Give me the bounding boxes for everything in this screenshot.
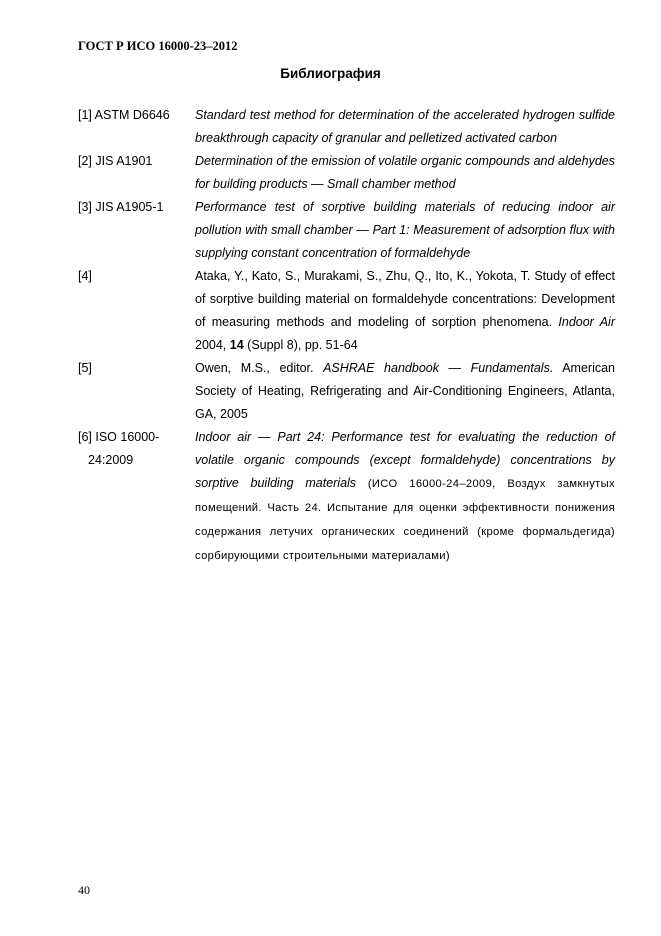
document-header: ГОСТ Р ИСО 16000-23–2012: [78, 39, 238, 53]
bib-ref: [4]: [78, 269, 92, 283]
bib-title: Indoor air — Part 24: Performance test for evaluating the reduction of volatile organic compounds (except formaldehyde) concentrations by sorptive building materials: [195, 430, 615, 490]
bib-authors-title: Ataka, Y., Kato, S., Murakami, S., Zhu, Q., Ito, K., Yokota, T. Study of effect of sorptive building material on formaldehyde concentrations: Development of measuring methods and modeling of sorption phenomena.: [195, 269, 615, 329]
bib-entry-4: [78, 265, 615, 357]
bib-volume: 14: [229, 338, 244, 352]
bibliography-title: Библиография: [280, 66, 381, 81]
bibliography-list: [78, 104, 615, 568]
bib-entry-5: [78, 357, 615, 426]
bib-year: 2004,: [195, 338, 227, 352]
bib-entry-6: [78, 426, 615, 568]
bib-journal: Indoor Air: [558, 315, 615, 329]
bib-ref-line2: 24:2009: [88, 453, 134, 467]
bib-pages: (Suppl 8), pp. 51-64: [247, 338, 358, 352]
bib-book: ASHRAE handbook — Fundamentals.: [323, 361, 554, 375]
bib-ref: [2] JIS A1901: [78, 154, 153, 168]
bib-text: [195, 357, 615, 426]
bib-text: [195, 265, 615, 357]
bib-publisher: American Society of Heating, Refrigerating and Air-Conditioning Engineers, Atlanta, GA, 2005: [195, 361, 615, 421]
bib-ref: [1] ASTM D6646: [78, 108, 170, 122]
bib-title: Determination of the emission of volatile organic compounds and aldehydes for building products — Small chamber method: [195, 154, 615, 191]
bib-text: [195, 426, 615, 568]
bib-entry-2: [78, 150, 615, 196]
bib-entry-1: [78, 104, 615, 150]
bib-ref-line1: [6] ISO 16000-: [78, 430, 160, 444]
bib-ref: [5]: [78, 361, 92, 375]
bib-title: Performance test of sorptive building materials of reducing indoor air pollution with small chamber — Part 1: Measurement of adsorption flux with supplying constant concentration of formaldehyde: [195, 200, 615, 260]
bib-ref: [3] JIS A1905-1: [78, 200, 164, 214]
bib-title: Standard test method for determination of the accelerated hydrogen sulfide breakthrough capacity of granular and pelletized activated carbon: [195, 108, 615, 145]
bib-ref: [78, 426, 195, 568]
bib-editor: Owen, M.S., editor.: [195, 361, 314, 375]
bib-entry-3: [78, 196, 615, 265]
page-number: 40: [78, 883, 90, 897]
bib-translation: (ИСО 16000-24–2009, Воздух замкнутых помещений. Часть 24. Испытание для оценки эффективности понижения содержания летучих органических соединений (кроме формальдегида) сорбирующими строительными материалами): [195, 478, 615, 562]
